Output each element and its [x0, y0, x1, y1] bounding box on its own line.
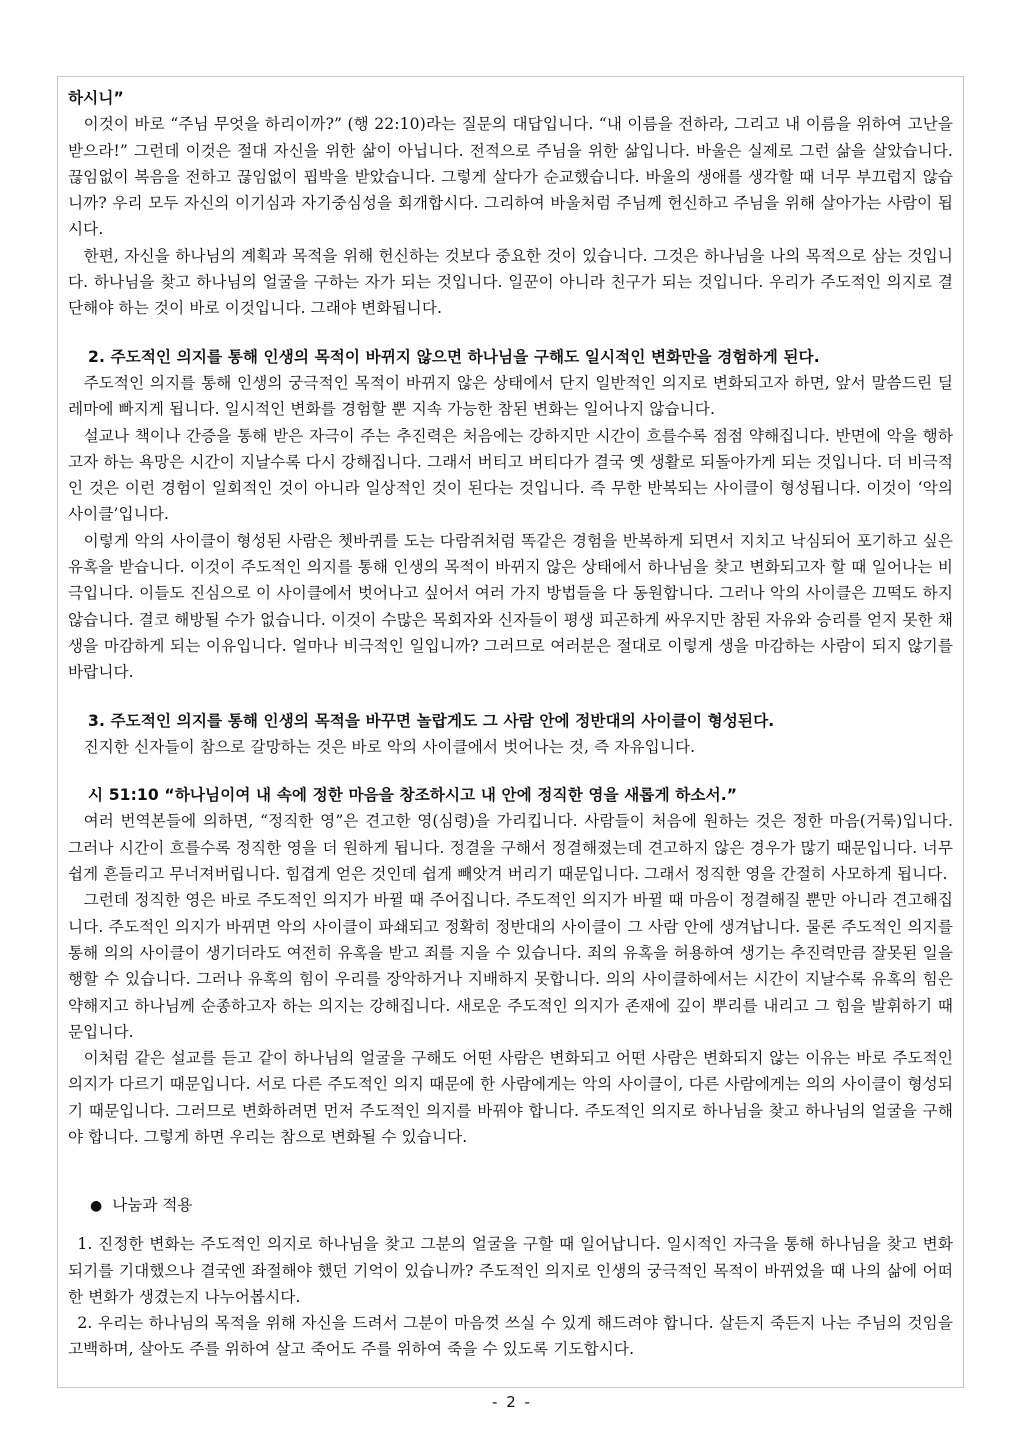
section-heading-3: 3. 주도적인 의지를 통해 인생의 목적을 바꾸면 놀랍게도 그 사람 안에 정반대의 사이클이 형성된다. — [88, 711, 775, 730]
sharing-section-title — [68, 1192, 953, 1219]
sharing-question-1: 1. 진정한 변화는 주도적인 의지로 하나님을 찾고 그분의 얼굴을 구할 때 일어납니다. 일시적인 자극을 통해 하나님을 찾고 변화되기를 기대했으나 결국엔 좌절해야 했던 기억이 있습니까? 주도적인 의지로 인생의 궁극적인 목적이 바뀌었을 때 나의 삶에 어떠한 변화가 생겼는지 나누어봅시다. — [68, 1235, 953, 1306]
paragraph: 이처럼 같은 설교를 듣고 같이 하나님의 얼굴을 구해도 어떤 사람은 변화되고 어떤 사람은 변화되지 않는 이유는 바로 주도적인 의지가 다르기 때문입니다. 서로 다른 주도적인 의지 때문에 한 사람에게는 악의 사이클이, 다른 사람에게는 의의 사이클이 형성되기 때문입니다. 그러므로 변화하려면 먼저 주도적인 의지를 바꿔야 합니다. 주도적인 의지로 하나님을 찾고 하나님의 얼굴을 구해야 합니다. 그렇게 하면 우리는 참으로 변화될 수 있습니다. — [68, 1049, 953, 1146]
paragraph: 설교나 책이나 간증을 통해 받은 자극이 주는 추진력은 처음에는 강하지만 시간이 흐를수록 점점 약해집니다. 반면에 악을 행하고자 하는 욕망은 시간이 지날수록 다시 강해집니다. 그래서 버티고 버티다가 결국 옛 생활로 되돌아가게 되는 것입니다. 더 비극적인 것은 이런 경험이 일회적인 것이 아니라 일상적인 것이 된다는 것입니다. 즉 무한 반복되는 사이클이 형성됩니다. 이것이 ‘악의 사이클’입니다. — [68, 426, 953, 524]
scripture-verse: 시 51:10 “하나님이여 내 속에 정한 마음을 창조하시고 내 안에 정직한 영을 새롭게 하소서.” — [88, 786, 738, 805]
paragraph: 한편, 자신을 하나님의 계획과 목적을 위해 헌신하는 것보다 중요한 것이 있습니다. 그것은 하나님을 나의 목적으로 삼는 것입니다. 하나님을 찾고 하나님의 얼굴을 구하는 자가 되는 것입니다. 일꾼이 아니라 친구가 되는 것입니다. 우리가 주도적인 의지로 결단해야 하는 것이 바로 이것입니다. 그래야 변화됩니다. — [68, 246, 953, 318]
paragraph: 이것이 바로 “주님 무엇을 하리이까?” (행 22:10)라는 질문의 대답입니다. “내 이름을 전하라, 그리고 내 이름을 위하여 고난을 받으라!” 그런데 이것은 절대 자신을 위한 삶이 아닙니다. 전적으로 주님을 위한 삶입니다. 바울은 실제로 그런 삶을 살았습니다. 끊임없이 복음을 전하고 끊임없이 핍박을 받았습니다. 그렇게 살다가 순교했습니다. 바울의 생애를 생각할 때 너무 부끄럽지 않습니까? 우리 모두 자신의 이기심과 자기중심성을 회개합시다. 그리하여 바울처럼 주님께 헌신하고 주님을 위해 살아가는 사람이 됩시다. — [68, 115, 953, 239]
paragraph: 여러 번역본들에 의하면, “정직한 영”은 견고한 영(심령)을 가리킵니다. 사람들이 처음에 원하는 것은 정한 마음(거룩)입니다. 그러나 시간이 흐를수록 정직한 영을 더 원하게 됩니다. 정결을 구해서 정결해졌는데 견고하지 않은 경우가 많기 때문입니다. 너무 쉽게 흔들리고 무너져버립니다. 힘겹게 얻은 것인데 쉽게 빼앗겨 버리기 때문입니다. 그래서 정직한 영을 간절히 사모하게 됩니다. — [68, 812, 953, 884]
section-spacer — [68, 1150, 953, 1180]
sharing-question-2: 2. 우리는 하나님의 목적을 위해 자신을 드려서 그분이 마음껏 쓰실 수 있게 해드려야 합니다. 살든지 죽든지 나는 주님의 것임을 고백하며, 살아도 주를 위하여 살고 죽어도 주를 위하여 죽을 수 있도록 기도합시다. — [68, 1314, 953, 1359]
page-number: - 2 - — [492, 1393, 532, 1411]
paragraph: 주도적인 의지를 통해 인생의 궁극적인 목적이 바뀌지 않은 상태에서 단지 일반적인 의지로 변화되고자 하면, 앞서 말씀드린 딜레마에 빠지게 됩니다. 일시적인 변화를 경험할 뿐 지속 가능한 참된 변화는 일어나지 않습니다. — [68, 373, 953, 419]
opening-line: 하시니” — [68, 89, 124, 107]
page-content-frame — [57, 76, 964, 1388]
paragraph: 그런데 정직한 영은 바로 주도적인 의지가 바뀔 때 주어집니다. 주도적인 의지가 바뀔 때 마음이 정결해질 뿐만 아니라 견고해집니다. 주도적인 의지가 바뀌면 악의 사이클이 파쇄되고 정확히 정반대의 사이클이 그 사람 안에 생겨납니다. 물론 주도적인 의지를 통해 의의 사이클이 생기더라도 여전히 유혹을 받고 죄를 지을 수 있습니다. 죄의 유혹을 허용하여 생기는 추진력만큼 잘못된 일을 행할 수 있습니다. 그러나 유혹의 힘이 우리를 장악하거나 지배하지 못합니다. 의의 사이클하에서는 시간이 지날수록 유혹의 힘은 약해지고 하나님께 순종하고자 하는 의지는 강해집니다. 새로운 주도적인 의지가 존재에 깊이 뿌리를 내리고 그 힘을 발휘하기 때문입니다. — [68, 891, 953, 1041]
bullet-icon: ● — [90, 1198, 103, 1215]
section-heading-2: 2. 주도적인 의지를 통해 인생의 목적이 바뀌지 않으면 하나님을 구해도 일시적인 변화만을 경험하게 된다. — [88, 347, 820, 366]
sharing-title-text: 나눔과 적용 — [112, 1196, 193, 1215]
paragraph: 이렇게 악의 사이클이 형성된 사람은 쳇바퀴를 도는 다람쥐처럼 똑같은 경험을 반복하게 되면서 지치고 낙심되어 포기하고 싶은 유혹을 받습니다. 이것이 주도적인 의지를 통해 인생의 목적이 바뀌지 않은 상태에서 하나님을 찾고 변화되고자 할 때 일어나는 비극입니다. 이들도 진심으로 이 사이클에서 벗어나고 싶어서 여러 가지 방법들을 다 동원합니다. 그러나 악의 사이클은 끄떡도 하지 않습니다. 결코 해방될 수가 없습니다. 이것이 수많은 목회자와 신자들이 평생 피곤하게 싸우지만 참된 자유와 승리를 얻지 못한 채 생을 마감하게 되는 이유입니다. 얼마나 비극적인 일입니까? 그러므로 여러분은 절대로 이렇게 생을 마감하는 사람이 되지 않기를 바랍니다. — [68, 531, 953, 682]
paragraph: 진지한 신자들이 참으로 갈망하는 것은 바로 악의 사이클에서 벗어나는 것, 즉 자유입니다. — [83, 737, 696, 756]
